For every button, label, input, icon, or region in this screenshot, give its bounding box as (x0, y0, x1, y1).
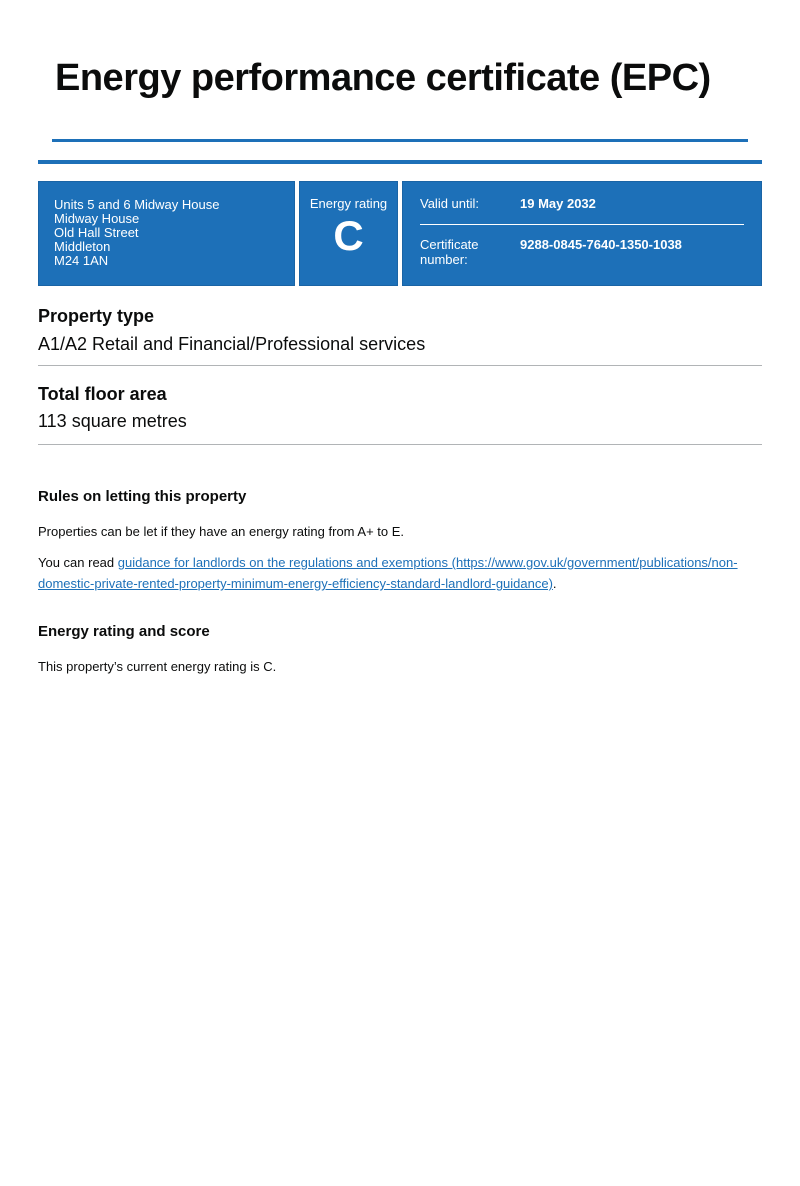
letting-rules-section (38, 488, 762, 594)
landlord-guidance-link[interactable] (38, 555, 738, 591)
current-rating-paragraph: This property’s current energy rating is C. (38, 659, 277, 674)
valid-until-label: Valid until: (420, 196, 480, 211)
guidance-prefix-text: You can read (38, 555, 118, 570)
section-divider (38, 444, 762, 445)
guidance-link-line-2[interactable]: domestic-private-rented-property-minimum-energy-efficiency-standard-landlord-guidance) (38, 576, 553, 591)
address-line-5: M24 1AN (54, 253, 109, 268)
guidance-suffix-text: . (552, 576, 557, 591)
floor-area-heading: Total floor area (38, 384, 167, 404)
address-line-3: Old Hall Street (54, 225, 139, 240)
blue-rule-thin (52, 139, 748, 142)
rules-heading: Rules on letting this property (38, 488, 247, 505)
guidance-link-line-1[interactable]: guidance for landlords on the regulations and exemptions (https://www.gov.uk/government/publications/non- (117, 555, 738, 570)
valid-until-row (420, 196, 744, 211)
address-line-2: Midway House (54, 211, 140, 226)
banner-divider-line (420, 224, 744, 225)
rules-paragraph: Properties can be let if they have an energy rating from A+ to E. (38, 524, 405, 539)
address-line-1: Units 5 and 6 Midway House (54, 197, 220, 212)
property-type-value: A1/A2 Retail and Financial/Professional services (38, 334, 426, 354)
section-divider (38, 365, 762, 366)
energy-rating-box (299, 181, 398, 286)
floor-area-value: 113 square metres (38, 411, 187, 431)
blue-rule-thick (38, 160, 762, 164)
certificate-number-value: 9288-0845-7640-1350-1038 (520, 237, 682, 252)
page-title: Energy performance certificate (EPC) (55, 57, 711, 99)
certificate-validity-box (402, 181, 762, 286)
property-type-heading: Property type (38, 306, 155, 326)
epc-page (0, 55, 800, 1186)
energy-rating-score-heading: Energy rating and score (38, 623, 210, 640)
property-summary-section (38, 306, 762, 445)
certificate-number-row (420, 237, 744, 267)
certificate-number-label: Certificate number: (420, 237, 479, 267)
energy-rating-score-section (38, 623, 762, 677)
energy-rating-label: Energy rating (309, 196, 388, 211)
epc-summary-banner (38, 181, 762, 286)
guidance-paragraph (38, 552, 762, 594)
address-line-4: Middleton (54, 239, 111, 254)
property-address (38, 181, 295, 286)
valid-until-value: 19 May 2032 (520, 196, 596, 211)
energy-rating-value: C (333, 212, 364, 259)
